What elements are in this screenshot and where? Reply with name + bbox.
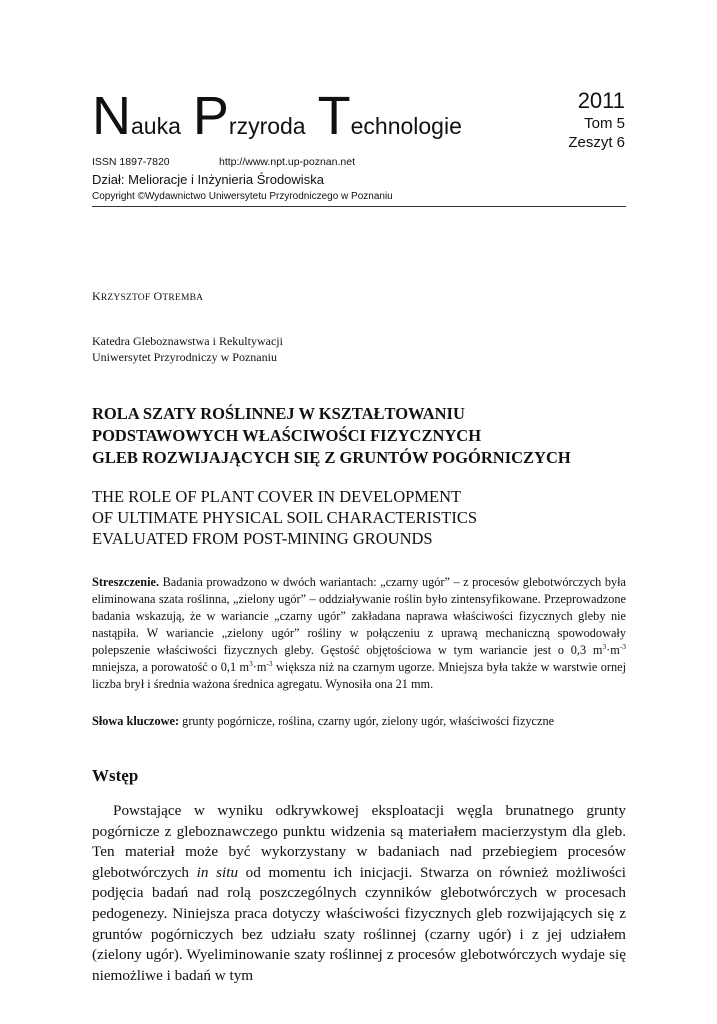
issue-number: Zeszyt 6 bbox=[568, 134, 625, 151]
unit-exponent: -3 bbox=[619, 641, 626, 651]
author-last-rest: TREMBA bbox=[162, 293, 204, 303]
journal-title bbox=[92, 86, 474, 146]
title-english-line: OF ULTIMATE PHYSICAL SOIL CHARACTERISTICS bbox=[92, 508, 478, 527]
title-polish-line: GLEB ROZWIJAJĄCYCH SIĘ Z GRUNTÓW POGÓRNICZYCH bbox=[92, 448, 571, 467]
issn: ISSN 1897-7820 bbox=[92, 156, 170, 168]
header-divider bbox=[92, 206, 626, 207]
journal-title-word: rzyroda bbox=[228, 113, 306, 139]
abstract-text: większa niż na czarnym ugorze. Mniejsza była także w warstwie ornej liczba brył i średnia ważona średnica agregatu. Wynosiła ona 21 mm. bbox=[92, 660, 626, 691]
affiliation-university: Uniwersytet Przyrodniczy w Poznaniu bbox=[92, 350, 277, 364]
body-paragraph bbox=[92, 801, 626, 986]
keywords-label: Słowa kluczowe: bbox=[92, 714, 180, 728]
body-italic: in situ bbox=[196, 863, 239, 881]
title-english-line: EVALUATED FROM POST-MINING GROUNDS bbox=[92, 529, 433, 548]
issue-year: 2011 bbox=[577, 88, 625, 113]
keywords bbox=[92, 713, 626, 730]
title-english-line: THE ROLE OF PLANT COVER IN DEVELOPMENT bbox=[92, 487, 462, 506]
author-last-initial: O bbox=[153, 289, 163, 303]
abstract-text: ·m bbox=[606, 643, 620, 657]
body-text: Powstające w wyniku odkrywkowej eksploatacji węgla brunatnego grunty pogórnicze z gleboznawczego punktu widzenia są materiałem macierzystym dla gleb. Ten materiał może być wykorzystany w badaniach nad przebiegiem procesów glebotwórczych bbox=[92, 802, 626, 881]
unit-exponent: 3 bbox=[602, 641, 607, 651]
title-english bbox=[92, 486, 477, 549]
issue-volume: Tom 5 bbox=[584, 115, 625, 132]
abstract-text: mniejsza, a porowatość o 0,1 m bbox=[92, 660, 250, 674]
unit-exponent: -3 bbox=[266, 658, 273, 668]
journal-title-initial: T bbox=[317, 86, 351, 146]
abstract bbox=[92, 574, 626, 693]
title-polish-line: ROLA SZATY ROŚLINNEJ W KSZTAŁTOWANIU bbox=[92, 404, 465, 423]
journal-title-initial: N bbox=[92, 86, 131, 146]
journal-title-initial: P bbox=[192, 86, 229, 146]
unit-exponent: 3 bbox=[249, 658, 253, 668]
section-heading: Wstęp bbox=[92, 766, 139, 785]
title-polish-line: PODSTAWOWYCH WŁAŚCIWOŚCI FIZYCZNYCH bbox=[92, 426, 482, 445]
journal-title-word: echnologie bbox=[350, 113, 462, 139]
department: Dział: Melioracje i Inżynieria Środowiska bbox=[92, 172, 324, 187]
title-polish bbox=[92, 403, 571, 469]
issue-info bbox=[568, 88, 625, 152]
abstract-text: ·m bbox=[252, 660, 267, 674]
journal-url[interactable]: http://www.npt.up-poznan.net bbox=[219, 156, 356, 168]
abstract-label: Streszczenie. bbox=[92, 575, 160, 589]
author-name bbox=[92, 289, 203, 304]
abstract-text: Badania prowadzono w dwóch wariantach: „czarny ugór” – z procesów glebotwórczych była eliminowana szata roślinna, „zielony ugór” – oddziaływanie roślin było zintensyfikowane. Przeprowadzone badania wskazują, że w wariancie „czarny ugór” zakładana naprawa właściwości fizycznych gleby nie nastąpiła. W wariancie „zielony ugór” rośliny w połączeniu z uprawą mechaniczną spowodowały polepszenie właściwości fizycznych gleby. Gęstość objętościowa w tym wariancie jest o 0,3 m bbox=[92, 575, 626, 657]
copyright: Copyright ©Wydawnictwo Uniwersytetu Przyrodniczego w Poznaniu bbox=[92, 191, 393, 202]
author-first-initial: K bbox=[92, 289, 101, 303]
body-text: od momentu ich inicjacji. Stwarza on również możliwości podjęcia badań nad rolą poszczególnych czynników glebotwórczych w procesach pedogenezy. Niniejsza praca dotyczy właściwości fizycznych gleb rozwijających się z gruntów pogórniczych bez udziału szaty roślinnej (czarny ugór) i z jej udziałem (zielony ugór). Wyeliminowanie szaty roślinnej z procesów glebotwórczych wydaje się niemożliwe i badań w tym bbox=[92, 863, 627, 984]
affiliation bbox=[92, 333, 283, 365]
keywords-text: grunty pogórnicze, roślina, czarny ugór, zielony ugór, właściwości fizyczne bbox=[179, 714, 555, 728]
author-first-rest: RZYSZTOF bbox=[100, 293, 151, 303]
affiliation-department: Katedra Gleboznawstwa i Rekultywacji bbox=[92, 334, 283, 348]
journal-title-word: auka bbox=[131, 113, 181, 139]
